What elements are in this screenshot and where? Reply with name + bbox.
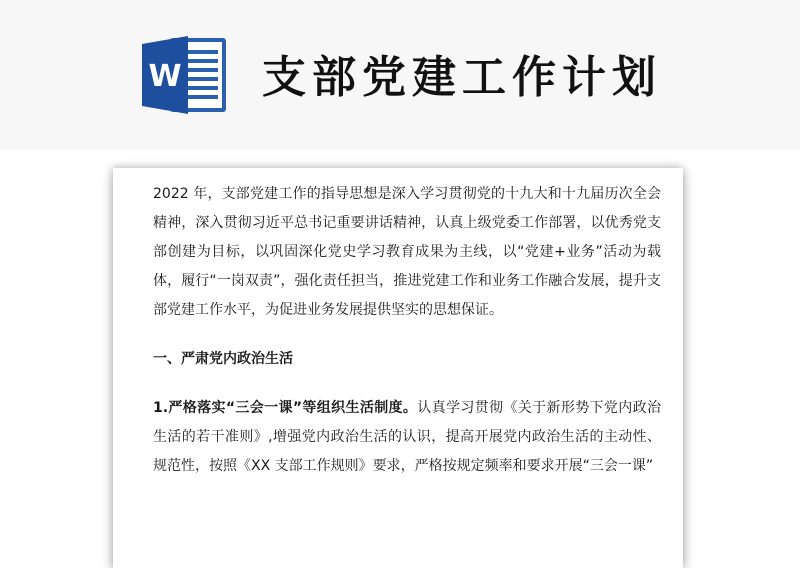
item-text: 认真学习贯彻《关于新形势下党内政治生活的若干准则》,增强党内政治生活的认识，提高开展党内政治生活的主动性、规范性，按照《XX 支部工作规则》要求，严格按规定频率和要求开展“三会一课”	[153, 400, 661, 474]
word-icon-letter: W	[148, 59, 182, 94]
document-body	[153, 180, 661, 481]
word-icon	[140, 34, 230, 116]
document-page	[113, 168, 683, 568]
document-title: 支部党建工作计划	[262, 52, 662, 103]
paragraph: 2022 年，支部党建工作的指导思想是深入学习贯彻党的十九大和十九届历次全会精神，深入贯彻习近平总书记重要讲话精神，认真上级党委工作部署，以优秀党支部创建为目标，以巩固深化党史学习教育成果为主线，以“党建+业务”活动为载体，履行“一岗双责”，强化责任担当，推进党建工作和业务工作融合发展，提升支部党建工作水平，为促进业务发展提供坚实的思想保证。	[153, 186, 661, 318]
paragraph	[153, 394, 661, 481]
section-heading: 一、严肃党内政治生活	[153, 351, 293, 367]
item-lead: 1.严格落实“三会一课”等组织生活制度。	[153, 400, 418, 416]
header-banner	[0, 0, 800, 150]
